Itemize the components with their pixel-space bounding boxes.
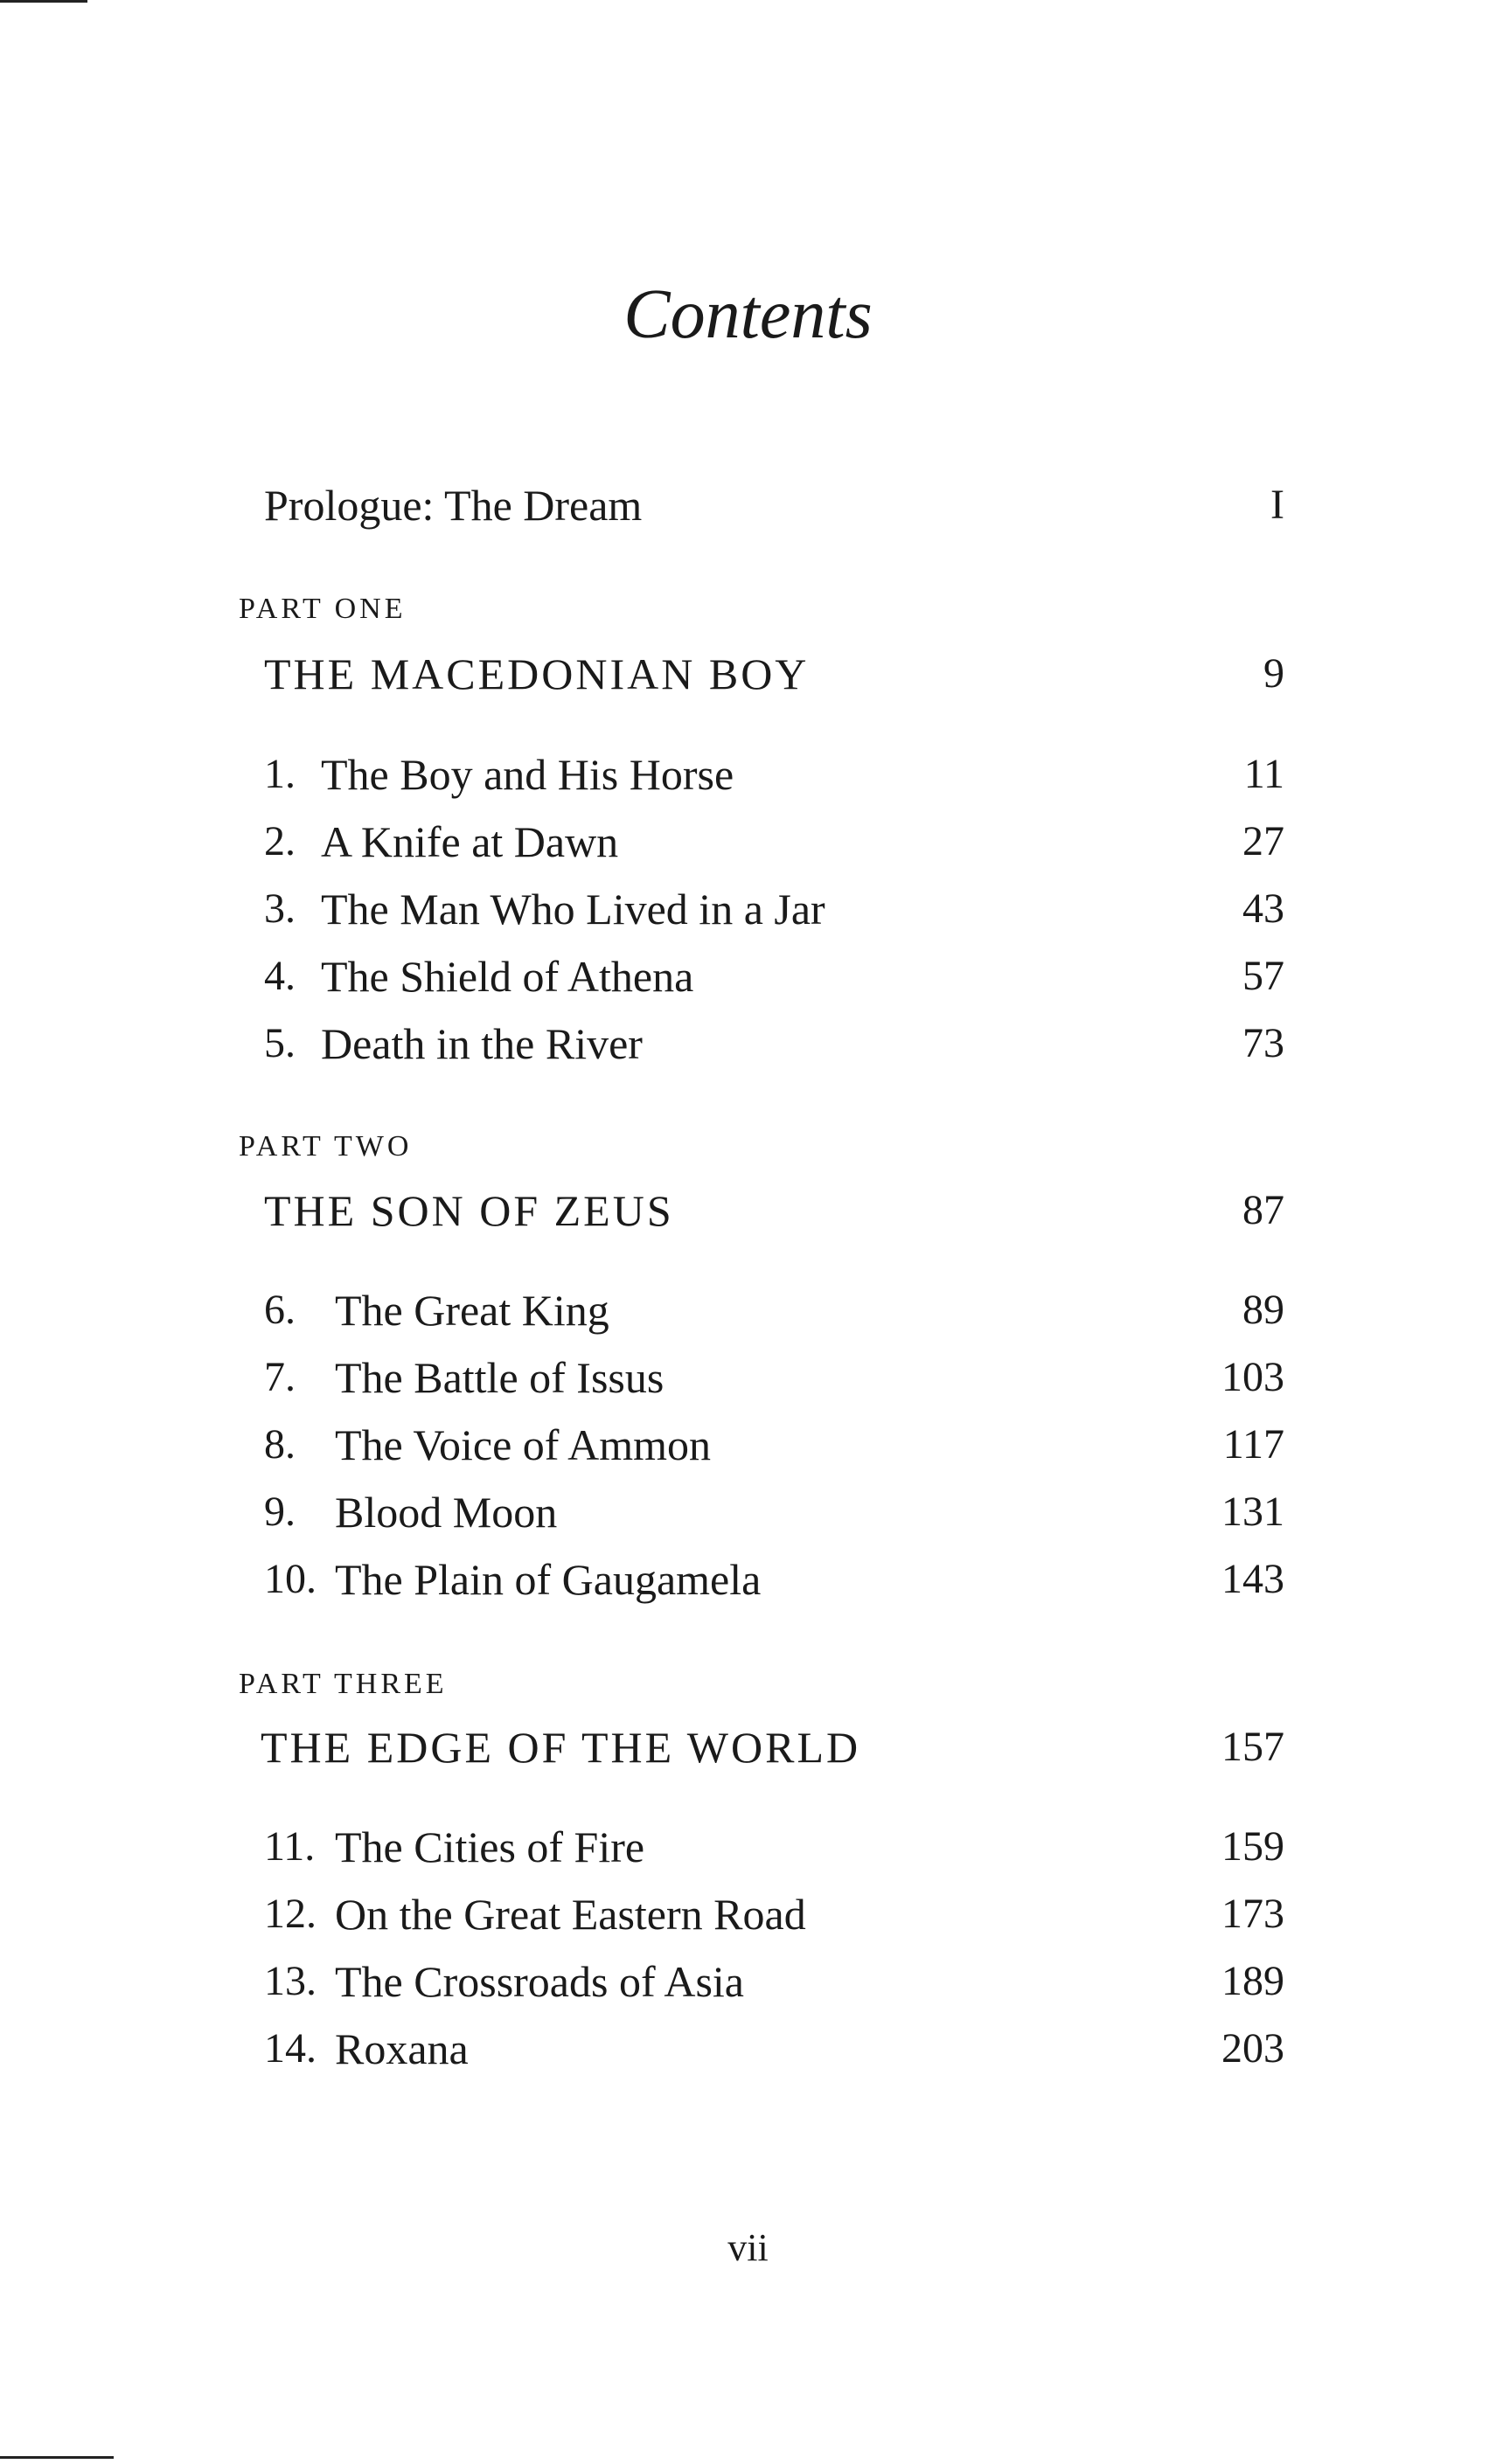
chapter-title: The Great King	[335, 1286, 609, 1335]
part-title: THE EDGE OF THE WORLD	[261, 1723, 861, 1772]
part-title: THE SON OF ZEUS	[264, 1186, 674, 1235]
chapter-number: 9.	[264, 1489, 296, 1535]
chapter-number: 14.	[264, 2025, 317, 2072]
chapter-title: The Cities of Fire	[335, 1822, 645, 1871]
chapter-title: Roxana	[335, 2024, 469, 2073]
chapter-page: 143	[1221, 1556, 1284, 1602]
chapter-number: 5.	[264, 1020, 296, 1066]
chapter-number: 7.	[264, 1354, 296, 1400]
toc-entry	[0, 1816, 1496, 1877]
toc-entry	[0, 1549, 1496, 1610]
chapter-title: The Shield of Athena	[321, 952, 694, 1001]
page-title: Contents	[623, 276, 873, 353]
chapter-page: 103	[1221, 1354, 1284, 1400]
chapter-number: 11.	[264, 1823, 316, 1870]
chapter-title: Blood Moon	[335, 1488, 558, 1537]
toc-entry-prologue	[0, 475, 1496, 536]
toc-entry	[0, 1951, 1496, 2012]
chapter-title: On the Great Eastern Road	[335, 1890, 806, 1939]
toc-entry	[0, 744, 1496, 805]
chapter-title: The Voice of Ammon	[335, 1420, 712, 1469]
toc-entry	[0, 1013, 1496, 1074]
chapter-page: 27	[1242, 818, 1284, 864]
chapter-page: 131	[1221, 1489, 1284, 1535]
chapter-page: 73	[1242, 1020, 1284, 1066]
chapter-number: 4.	[264, 953, 296, 999]
part-page: 87	[1242, 1187, 1284, 1233]
chapter-number: 2.	[264, 818, 296, 864]
toc-part-heading	[0, 1717, 1496, 1778]
toc-entry	[0, 1414, 1496, 1475]
chapter-page: 57	[1242, 953, 1284, 999]
toc-entry	[0, 1280, 1496, 1341]
chapter-title: A Knife at Dawn	[321, 817, 619, 866]
toc-part-heading	[0, 643, 1496, 704]
chapter-number: 13.	[264, 1958, 317, 2004]
toc-entry	[0, 1482, 1496, 1543]
chapter-page: 89	[1242, 1287, 1284, 1333]
part-page: 9	[1263, 650, 1284, 697]
part-page: 157	[1221, 1724, 1284, 1770]
chapter-title: The Plain of Gaugamela	[335, 1555, 762, 1604]
chapter-page: 203	[1221, 2025, 1284, 2072]
chapter-title: The Boy and His Horse	[321, 750, 734, 799]
part-label: PART THREE	[239, 1668, 448, 1700]
part-label: PART ONE	[239, 593, 407, 625]
toc-entry	[0, 811, 1496, 872]
toc-entry	[0, 2018, 1496, 2079]
part-title: THE MACEDONIAN BOY	[264, 649, 810, 698]
chapter-number: 1.	[264, 751, 296, 797]
chapter-number: 12.	[264, 1891, 317, 1937]
chapter-page: 173	[1221, 1891, 1284, 1937]
chapter-number: 8.	[264, 1421, 296, 1468]
chapter-number: 6.	[264, 1287, 296, 1333]
chapter-number: 10.	[264, 1556, 317, 1602]
toc-entry	[0, 1884, 1496, 1945]
toc-entry	[0, 1347, 1496, 1408]
page-edge-top	[0, 0, 87, 3]
chapter-page: 117	[1222, 1421, 1284, 1468]
chapter-title: The Man Who Lived in a Jar	[321, 885, 825, 934]
chapter-title: The Crossroads of Asia	[335, 1957, 744, 2006]
chapter-page: 189	[1221, 1958, 1284, 2004]
part-label: PART TWO	[239, 1130, 413, 1163]
toc-entry	[0, 878, 1496, 940]
chapter-title: The Battle of Issus	[335, 1353, 665, 1402]
chapter-page: 43	[1242, 885, 1284, 932]
toc-entry-page: I	[1270, 482, 1284, 528]
chapter-page: 159	[1221, 1823, 1284, 1870]
toc-part-heading	[0, 1180, 1496, 1241]
toc-entry	[0, 946, 1496, 1007]
chapter-page: 11	[1243, 751, 1284, 797]
page-edge-bottom	[0, 2456, 114, 2459]
toc-entry-title: Prologue: The Dream	[264, 481, 643, 530]
page-number: vii	[727, 2226, 769, 2269]
chapter-number: 3.	[264, 885, 296, 932]
chapter-title: Death in the River	[321, 1019, 643, 1068]
